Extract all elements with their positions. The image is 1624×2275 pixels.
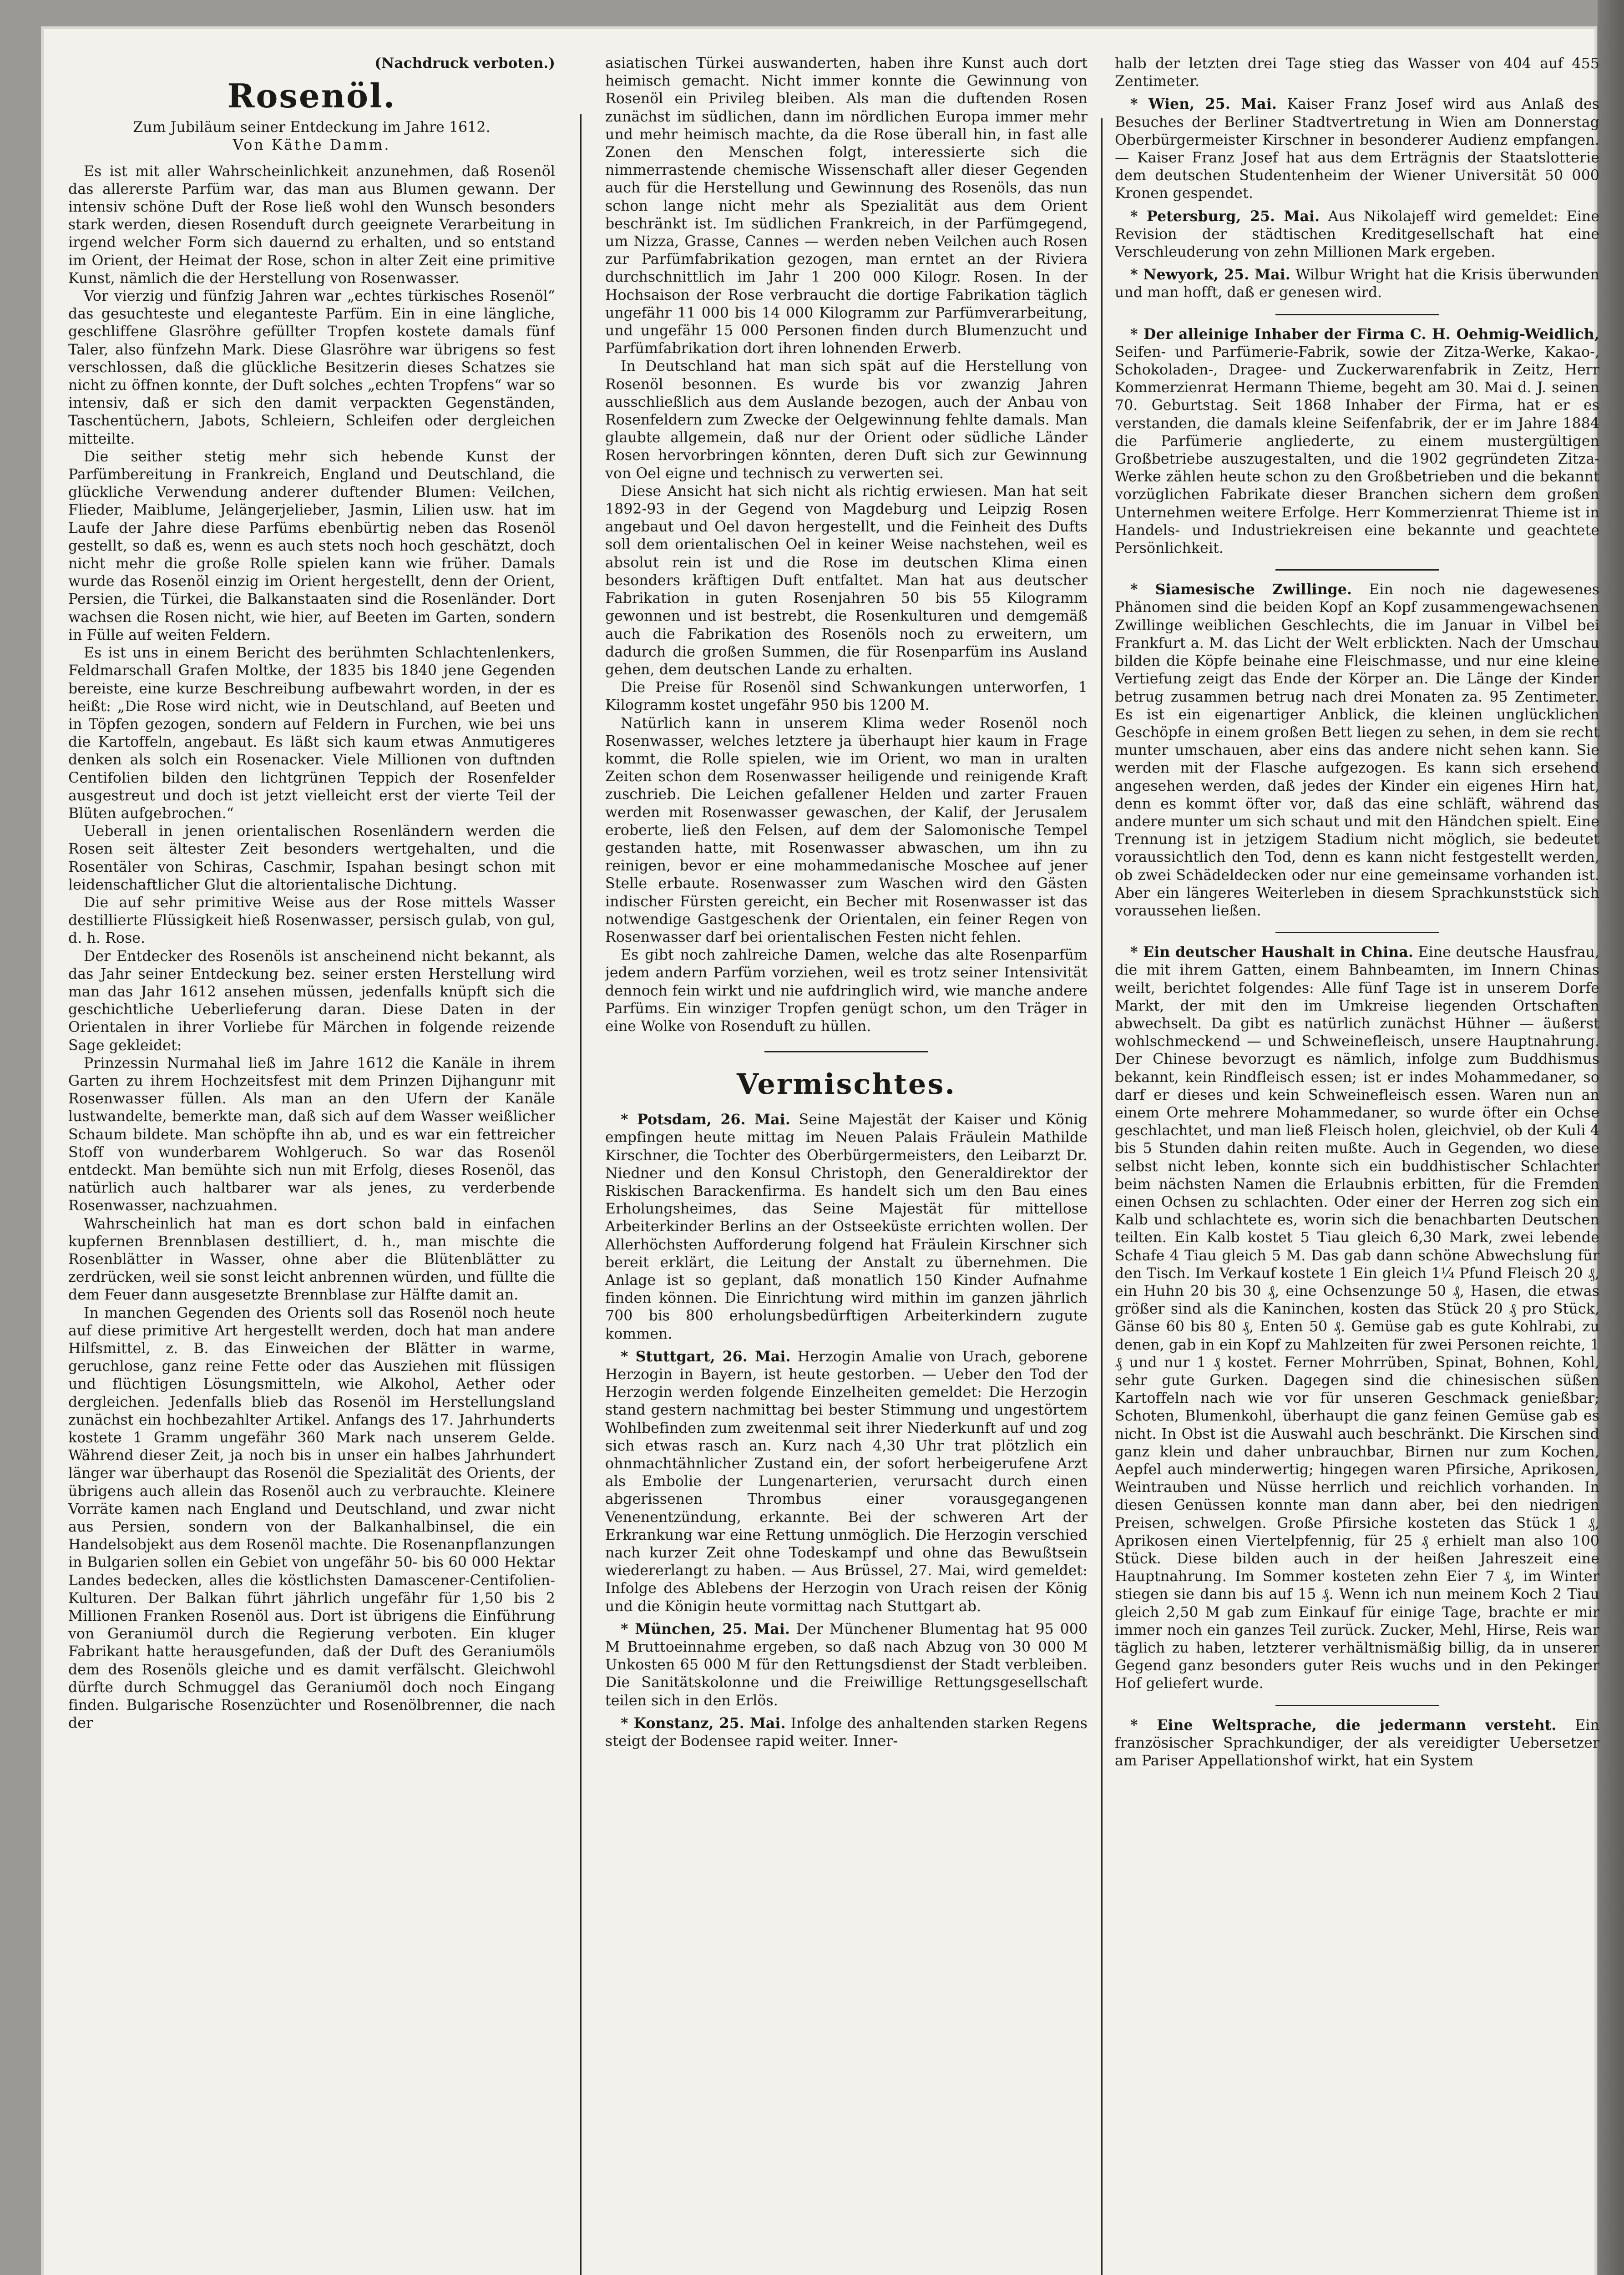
- article-subtitle: Zum Jubiläum seiner Entdeckung im Jahre 1612.: [133, 119, 491, 136]
- news-text: Ein französischer Sprachkundiger, der als vereidigter Uebersetzer am Pariser Appellationshof wirkt, hat ein System: [1115, 1717, 1599, 1769]
- news-text: Wilbur Wright hat die Krisis überwunden und man hofft, daß er genesen wird.: [1115, 267, 1599, 301]
- paragraph: Natürlich kann in unserem Klima weder Rosenöl noch Rosenwasser, welches letztere ja überhaupt hier kaum in Frage kommt, die Rolle spielen, wie im Orient, wo man in uralten Zeiten schon dem Rosenwasser heiligende und reinigende Kraft zuschrieb. Die Leichen gefallener Helden und zarter Frauen werden mit Rosenwasser gewaschen, der Kalif, der Jerusalem eroberte, ließ den Felsen, auf dem der Salomonische Tempel gestanden hatte, mit Rosenwasser abwaschen, um ihn zu reinigen, bevor er eine mohammedanische Moschee auf jener Stelle erbaute. Rosenwasser zum Waschen wird den Gästen indischer Fürsten gereicht, ein Becher mit Rosenwasser ist das notwendige Gastgeschenk der Orientalen, ein feiner Regen von Rosenwasser darf bei orientalischen Festen nicht fehlen.: [605, 715, 1088, 945]
- news-item: [1115, 943, 1599, 1693]
- news-text: Kaiser Franz Josef wird aus Anlaß des Besuches der Berliner Stadtvertretung in Wien am Donnerstag Oberbürgermeister Kirschner in besonderer Audienz empfangen. — Kaiser Franz Josef hat aus dem Erträgnis der Staatslotterie dem deutschen Studentenheim der Wiener Universität 50 000 Kronen gespendet.: [1115, 96, 1599, 202]
- paragraph: Es gibt noch zahlreiche Damen, welche das alte Rosenparfüm jedem andern Parfüm vorziehen, weil es trotz seiner Intensivität dennoch fein wirkt und nie aufdringlich wird, wie manche andere Parfüms. Ein winziger Tropfen genügt schon, um den Träger in eine Wolke von Rosenduft zu hüllen.: [605, 947, 1088, 1035]
- section-divider: [1275, 314, 1439, 315]
- news-item: [1115, 325, 1599, 558]
- news-dateline: * Konstanz, 25. Mai.: [621, 1714, 786, 1732]
- paragraph: Diese Ansicht hat sich nicht als richtig erwiesen. Man hat seit 1892-93 in der Gegend von Magdeburg und Leipzig Rosen angebaut und Oel davon hergestellt, und die Feinheit des Dufts soll dem orientalischen Oel in keiner Weise nachstehen, weil es absolut rein ist und die Rose im deutschen Klima einen besonders kräftigen Duft entfaltet. Man hat aus deutscher Fabrikation in guten Rosenjahren 50 bis 55 Kilogramm gewonnen und ist bestrebt, die Rosenkulturen und demgemäß auch die Fabrikation des Rosenöls noch zu erweitern, um dadurch die großen Summen, die für Rosenparfüm ins Ausland gehen, dem deutschen Lande zu erhalten.: [605, 483, 1088, 678]
- binding-edge: [1598, 0, 1624, 2275]
- news-dateline: * Siamesische Zwillinge.: [1130, 581, 1352, 598]
- article-byline: Von Käthe Damm.: [233, 137, 391, 154]
- paragraph: Es ist uns in einem Bericht des berühmten Schlachtenlenkers, Feldmarschall Grafen Moltke, der 1835 bis 1840 jene Gegenden bereiste, eine kurze Beschreibung aufbewahrt worden, in der es heißt: „Die Rose wird nicht, wie in Deutschland, auf Beeten und in Töpfen gezogen, sondern auf Feldern in Furchen, wie bei uns die Kartoffeln, angebaut. Es läßt sich kaum etwas Anmutigeres denken als solch ein Rosenacker. Viele Millionen von duftnden Centifolien bilden den lichtgrünen Teppich der Rosenfelder ausgestreut und doch ist jetzt vielleicht erst der vierte Teil der Blüten aufgebrochen.“: [68, 645, 555, 822]
- reprint-notice: (Nachdruck verboten.): [374, 55, 555, 71]
- news-item: [1115, 266, 1599, 302]
- news-dateline: * Newyork, 25. Mai.: [1130, 266, 1290, 283]
- news-dateline: * Stuttgart, 26. Mai.: [621, 1348, 791, 1365]
- news-item: [605, 1348, 1088, 1616]
- section-divider: [1275, 569, 1439, 571]
- news-dateline: * München, 25. Mai.: [621, 1620, 790, 1638]
- news-item: [1115, 1716, 1599, 1770]
- news-dateline: * Eine Weltsprache, die jedermann versteht.: [1130, 1716, 1557, 1734]
- paragraph: Ueberall in jenen orientalischen Rosenländern werden die Rosen seit ältester Zeit besonders wertgehalten, und die Rosentäler von Schiras, Caschmir, Ispahan besingt schon mit leidenschaftlicher Glut die altorientalische Dichtung.: [68, 823, 555, 893]
- paragraph: In Deutschland hat man sich spät auf die Herstellung von Rosenöl besonnen. Es wurde bis vor zwanzig Jahren ausschließlich aus dem Auslande bezogen, auch der Anbau von Rosenfeldern zum Zwecke der Oelgewinnung fehlte damals. Man glaubte allgemein, daß nur der Orient oder südliche Länder Rosen hervorbringen könnten, deren Duft sich zur Gewinnung von Oel eigne und technisch zu verwerten sei.: [605, 358, 1088, 482]
- news-text: Eine deutsche Hausfrau, die mit ihrem Gatten, einem Bahnbeamten, im Innern Chinas weilt, berichtet folgendes: Alle fünf Tage ist in unserem Dorfe Markt, der mit den im Umkreise liegenden Ortschaften abwechselt. Da gibt es natürlich zunächst Hühner — äußerst wohlschmeckend — und Schweinefleisch, unsere Hauptnahrung. Der Chinese bevorzugt es nämlich, infolge zum Buddhismus bekannt, kein Rindfleisch essen; ist er indes Mohammedaner, so darf er dieses und kein Schweinefleisch essen. Waren nun an einem Orte mehrere Mohammedaner, so wurde öfter ein Ochse geschlachtet, und man ließ Fleisch holen, gleichviel, ob der Kuli 4 bis 5 Stunden dahin reiten mußte. Auch in Gegenden, wo diese selbst nicht leben, konnte sich ein buddhistischer Schlachter beim nächsten Namen die Erlaubnis erbitten, für die Fremden einen Ochsen zu schlachten. Oder einer der Herren zog sich ein Kalb und schlachtete es, worin sich die benachbarten Deutschen teilten. Ein Kalb kostet 5 Tiau gleich 6,30 Mark, zwei lebende Schafe 4 Tiau gleich 5 M. Das gab dann schöne Abwechslung für den Tisch. Im Verkauf kostete 1 Ein gleich 1¼ Pfund Fleisch 20 ₰, ein Huhn 20 bis 30 ₰, eine Ochsenzunge 50 ₰, Hasen, die etwas größer sind als die Kaninchen, kosten das Stück 20 ₰ pro Stück, Gänse 60 bis 80 ₰, Enten 50 ₰. Gemüse gab es gute Kohlrabi, zu denen, gab in ein Kopf zu Mahlzeiten für zwei Personen reichte, 1 ₰ und nur 1 ₰ kostet. Ferner Mohrrüben, Spinat, Bohnen, Kohl, sehr gute Gurken. Dagegen sind die chinesischen süßen Kartoffeln nach wie vor für unseren Geschmack genießbar; Schoten, Blumenkohl, überhaupt die ganz feinen Gemüse gab es nicht. In Obst ist die Auswahl auch beschränkt. Die Kirschen sind ganz klein und daher unbrauchbar, Birnen nur zum Kochen, Aepfel auch minderwertig; hingegen waren Pfirsiche, Aprikosen, Weintrauben und Nüsse herrlich und reichlich vorhanden. In diesen Genüssen konnte man dann aber, bei den niedrigen Preisen, schwelgen. Große Pfirsiche kosteten das Stück 1 ₰, Aprikosen einen Viertelpfennig, für 25 ₰ erhielt man also 100 Stück. Diese bilden auch in der heißen Jahreszeit eine Hauptnahrung. Im Sommer kosteten zehn Eier 7 ₰, im Winter stiegen sie dann bis auf 15 ₰. Wenn ich nun meinem Koch 2 Tiau gleich 2,50 M gab zum Einkauf für einige Tage, brachte er mir immer noch ein ganzes Teil zurück. Zucker, Mehl, Hirse, Reis war täglich zu haben, letzterer verhältnismäßig billig, da in unserer Gegend ganz besonders guter Reis wuchs und in den Pekinger Hof geliefert wurde.: [1115, 944, 1599, 1692]
- article-rosenoel-continued: [605, 55, 1088, 2275]
- paragraph: In manchen Gegenden des Orients soll das Rosenöl noch heute auf diese primitive Art hergestellt werden, doch hat man andere Hilfsmittel, z. B. das Einweichen der Blätter in warme, geruchlose, ganz reine Fette oder das Ausziehen mit flüssigen und flüchtigen Lösungsmitteln, wie Alkohol, Aether oder dergleichen. Jedenfalls blieb das Rosenöl im Herstellungsland zunächst ein hochbezahlter Artikel. Anfangs des 17. Jahrhunderts kostete 1 Gramm ungefähr 360 Mark nach unserem Gelde. Während dieser Zeit, ja noch bis in unser ein halbes Jahrhundert länger war überhaupt das Rosenöl die Spezialität des Orients, der übrigens auch allein das Rosenöl auch zu verbrauchte. Kleinere Vorräte kamen nach England und Deutschland, und zwar nicht aus Persien, sondern von der Balkanhalbinsel, die ein Handelsobjekt aus dem Rosenöl machte. Die Rosenanpflanzungen in Bulgarien sollen ein Gebiet von ungefähr 50- bis 60 000 Hektar Landes bedecken, alles die köstlichsten Damascener-Centifolien-Kulturen. Der Balkan führt jährlich ungefähr für 1,50 bis 2 Millionen Franken Rosenöl aus. Dort ist übrigens die Einführung von Geraniumöl durch die Regierung verboten. Ein kluger Fabrikant hatte herausgefunden, daß der Duft des Geraniumöls dem des Rosenöls gleiche und es damit verfälscht. Gleichwohl dürfte durch Schmuggel das Geraniumöl doch noch Eingang finden. Bulgarische Rosenzüchter und Rosenölbrenner, die nach der: [68, 1304, 555, 1732]
- news-text: Ein noch nie dagewesenes Phänomen sind die beiden Kopf an Kopf zusammengewachsenen Zwillinge weiblichen Geschlechts, die im Januar in Vilbel bei Frankfurt a. M. das Licht der Welt erblickten. Nach der Umschau bilden die Köpfe beinahe eine Fleischmasse, und nur eine kleine Vertiefung zeigt das Ende der Körper an. Die Länge der Kinder betrug zusammen betrug nach drei Monaten za. 95 Zentimeter. Es ist ein eigenartiger Anblick, die kleinen unglücklichen Geschöpfe in einem großen Bett liegen zu sehen, in dem sie recht munter umschauen, aber eins das andere nicht sehen kann. Sie werden mit der Flasche aufgezogen. Es kann sich ersehend angesehen werden, daß jedes der Kinder ein eigenes Hirn hat, denn es kommt öfter vor, daß das eine schläft, während das andere munter um sich schaut und mit den Händchen spielt. Eine Trennung ist in jetzigem Stadium nicht möglich, sie bedeutet voraussichtlich den Tod, denn es kann nicht festgestellt werden, ob zwei Schädeldecken oder nur eine gemeinsame vorhanden ist. Aber ein längeres Weiterleben in diesem Sprachkunststück sich voraussehen ließen.: [1115, 581, 1599, 919]
- news-item: [1115, 207, 1599, 262]
- paragraph: Prinzessin Nurmahal ließ im Jahre 1612 die Kanäle in ihrem Garten zu ihrem Hochzeitsfest mit dem Prinzen Dijhangunr mit Rosenwasser füllen. Als man an den Ufern der Kanäle lustwandelte, bemerkte man, daß sich auf dem Wasser weißlicher Schaum bildete. Man schöpfte ihn ab, und es war ein fettreicher Stoff von wunderbarem Wohlgeruch. So war das Rosenöl entdeckt. Man bemühte sich nun mit Erfolg, dieses Rosenöl, das natürlich auch haltbarer war als jenes, zu verderbende Rosenwasser, nachzuahmen.: [68, 1055, 555, 1214]
- news-text: Infolge des anhaltenden starken Regens steigt der Bodensee rapid weiter. Inner-: [605, 1715, 1088, 1750]
- news-dateline: * Potsdam, 26. Mai.: [621, 1111, 790, 1128]
- column-rule-right: [1101, 118, 1103, 2275]
- news-dateline: * Der alleinige Inhaber der Firma C. H. Oehmig-Weidlich,: [1130, 325, 1599, 343]
- news-text: Seifen- und Parfümerie-Fabrik, sowie der Zitza-Werke, Kakao-, Schokoladen-, Dragee- und Zuckerwarenfabrik in Zeitz, Herr Kommerzienrat Hermann Thieme, begeht am 30. Mai d. J. seinen 70. Geburtstag. Seit 1868 Inhaber der Firma, hat er es verstanden, die damals kleine Seifenfabrik, der er im Jahre 1884 die Parfümerie angliederte, zu einem mustergültigen Großbetriebe auszugestalten, und die 1902 gegründeten Zitza-Werke zählen heute schon zu den Großbetrieben und die bekannt vorzüglichen Fabrikate dieser Branchen sichern dem großen Unternehmen weitere Erfolge. Herr Kommerzienrat Thieme ist in Handels- und Industriekreisen eine bekannte und geachtete Persönlichkeit.: [1115, 344, 1599, 557]
- section-divider: [1275, 1705, 1439, 1706]
- news-text: halb der letzten drei Tage stieg das Wasser von 404 auf 455 Zentimeter.: [1115, 56, 1599, 90]
- paragraph: Die auf sehr primitive Weise aus der Rose mittels Wasser destillierte Flüssigkeit hieß Rosenwasser, persisch gulab, von gul, d. h. Rose.: [68, 894, 555, 947]
- news-item: [1115, 55, 1599, 91]
- news-text: Seine Majestät der Kaiser und König empfingen heute mittag im Neuen Palais Fräulein Mathilde Kirschner, die Tochter des Oberbürgermeisters, den Leibarzt Dr. Niedner und den Konsul Christoph, den Generaldirektor der Riskischen Barackenfirma. Es handelt sich um den Bau eines Erholungsheimes, das Seine Majestät für mittellose Arbeiterkinder Berlins an der Ostseeküste errichten wollen. Der Allerhöchsten Aufforderung folgend hat Fräulein Kirschner sich bereit erklärt, die Leitung der Anstalt zu übernehmen. Die Anlage ist so geplant, daß monatlich 150 Kinder Aufnahme finden können. Die Einrichtung wird mithin im ganzen jährlich 700 bis 800 erholungsbedürftigen Arbeiterkindern zugute kommen.: [605, 1112, 1088, 1342]
- news-text: Herzogin Amalie von Urach, geborene Herzogin in Bayern, ist heute gestorben. — Ueber den Tod der Herzogin werden folgende Einzelheiten gemeldet: Die Herzogin stand gestern nachmittag bei bester Stimmung und ungestörtem Wohlbefinden zum zweitenmal seit ihrer Niederkunft auf und zog sich etwas rasch an. Kurz nach 4,30 Uhr trat plötzlich ein ohnmachtähnlicher Zustand ein, der sofort herbeigerufene Arzt als Embolie der Lungenarterien, verursacht durch einen abgerissenen Thrombus einer vorausgegangenen Venenentzündung, erkannte. Bei der schweren Art der Erkrankung war eine Rettung unmöglich. Die Herzogin verschied nach kurzer Zeit ohne Todeskampf und ohne das Bewußtsein wiedererlangt zu haben. — Aus Brüssel, 27. Mai, wird gemeldet: Infolge des Ablebens der Herzogin von Urach reisen der König und die Königin heute vormittag nach Stuttgart ab.: [605, 1348, 1088, 1615]
- news-dateline: * Petersburg, 25. Mai.: [1130, 207, 1320, 225]
- paragraph: Die seither stetig mehr sich hebende Kunst der Parfümbereitung in Frankreich, England und Deutschland, die glückliche Verwendung anderer duftender Blumen: Veilchen, Flieder, Maiblume, Jelängerjelieber, Jasmin, Lilien usw. hat im Laufe der Jahre diese Parfüms ebenbürtig neben das Rosenöl gestellt, so daß es, wenn es auch stets noch hoch geschätzt, doch nicht mehr die große Rolle spielen kann wie früher. Damals wurde das Rosenöl einzig im Orient hergestellt, denn der Orient, Persien, die Türkei, die Balkanstaaten sind die Rosenländer. Dort wachsen die Rosen nicht, wie hier, auf Beeten im Garten, sondern in Fülle auf weiten Feldern.: [68, 448, 555, 643]
- paragraph: asiatischen Türkei auswanderten, haben ihre Kunst auch dort heimisch gemacht. Nicht immer konnte die Gewinnung von Rosenöl ein Privileg bleiben. Als man die duftenden Rosen zunächst im südlichen, dann im nördlichen Europa immer mehr und mehr heimisch machte, da die Rose überall hin, in fast alle Zonen den Menschen folgt, interessierte sich die nimmerrastende chemische Wissenschaft aller dieser Gegenden auch für die Herstellung und Gewinnung des Rosenöls, das nun schon lange nicht mehr als Spezialität aus dem Orient beschränkt ist. Im südlichen Frankreich, in der Parfümgegend, um Nizza, Grasse, Cannes — werden neben Veilchen auch Rosen zur Parfümfabrikation gezogen, man erntet an der Riviera durchschnittlich im Jahr 1 200 000 Kilogr. Rosen. In der Hochsaison der Rose verbraucht die dortige Fabrikation täglich ungefähr 11 000 bis 14 000 Kilogramm zur Parfümverarbeitung, und ungefähr 15 000 Personen finden durch Blumenzucht und Parfümfabrikation dort ihren lohnenden Erwerb.: [605, 55, 1088, 357]
- paragraph: Es ist mit aller Wahrscheinlichkeit anzunehmen, daß Rosenöl das allererste Parfüm war, das man aus Blumen gewann. Der intensiv schöne Duft der Rose ließ wohl den Wunsch besonders stark werden, diesen Rosenduft durch geeignete Verarbeitung in irgend welcher Form sich dauernd zu erhalten, und so entstand im Orient, der Heimat der Rose, schon in alter Zeit eine primitive Kunst, nämlich die der Herstellung von Rosenwasser.: [68, 163, 555, 287]
- news-text: Der Münchener Blumentag hat 95 000 M Bruttoeinnahme ergeben, so daß nach Abzug von 30 000 M Unkosten 65 000 M für den Rettungsdienst der Stadt verbleiben. Die Sanitätskolonne und die Freiwillige Rettungsgesellschaft teilen sich in den Erlös.: [605, 1621, 1088, 1709]
- article-rosenoel: [68, 55, 555, 2275]
- news-dateline: * Wien, 25. Mai.: [1130, 96, 1277, 113]
- news-item: [605, 1620, 1088, 1710]
- news-item: [1115, 95, 1599, 202]
- section-divider: [764, 1051, 928, 1052]
- section-title: Vermischtes.: [737, 1067, 956, 1101]
- section-divider: [1275, 932, 1439, 933]
- news-item: [605, 1714, 1088, 1750]
- article-title: Rosenöl.: [227, 76, 396, 116]
- news-item: [1115, 581, 1599, 920]
- column-rule-left: [580, 114, 582, 2275]
- paragraph: Vor vierzig und fünfzig Jahren war „echtes türkisches Rosenöl“ das gesuchteste und eleganteste Parfüm. Ein in eine längliche, geschliffene Glasröhre gefüllter Tropfen kostete damals fünf Taler, also fünfzehn Mark. Diese Glasröhre war übrigens so fest verschlossen, daß die glückliche Besitzerin dieses Schatzes sie nicht zu öffnen konnte, der Duft solches „echten Tropfens“ war so intensiv, daß er sich den damit verpackten Gegenständen, Taschentüchern, Jabots, Schleiern, Schleifen oder dergleichen mitteilte.: [68, 288, 555, 447]
- paragraph: Wahrscheinlich hat man es dort schon bald in einfachen kupfernen Brennblasen destilliert, d. h., man mischte die Rosenblätter in Wasser, ohne aber die Blütenblätter zu zerdrücken, weil sie sonst leicht anbrennen würden, und füllte die dem Feuer dann ausgesetzte Brennblase zur Hälfte damit an.: [68, 1215, 555, 1304]
- news-text: Aus Nikolajeff wird gemeldet: Eine Revision der städtischen Kreditgesellschaft hat eine Verschleuderung von zehn Millionen Mark ergeben.: [1115, 208, 1599, 261]
- misc-news-column: [1115, 55, 1599, 2275]
- paragraph: Der Entdecker des Rosenöls ist anscheinend nicht bekannt, als das Jahr seiner Entdeckung bez. seiner ersten Herstellung wird man das Jahr 1612 ansehen müssen, jedenfalls knüpft sich die geschichtliche Ueberlieferung daran. Diese Daten in der Orientalen in ihrer Vorliebe für Märchen in folgende reizende Sage gekleidet:: [68, 948, 555, 1054]
- news-item: [605, 1111, 1088, 1343]
- news-dateline: * Ein deutscher Haushalt in China.: [1130, 944, 1413, 961]
- paragraph: Die Preise für Rosenöl sind Schwankungen unterworfen, 1 Kilogramm kostet ungefähr 950 bis 1200 M.: [605, 679, 1088, 714]
